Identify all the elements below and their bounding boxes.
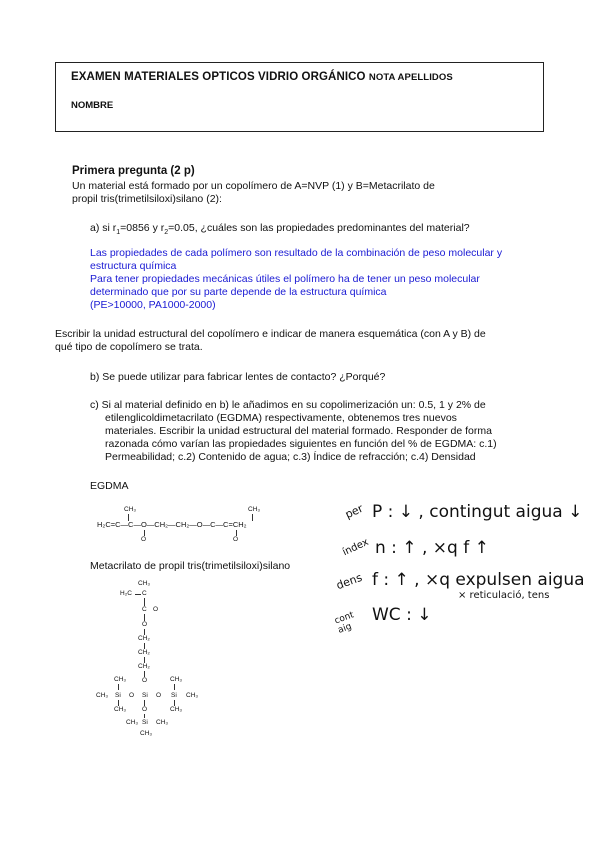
instruction-line1: Escribir la unidad estructural del copolímero e indicar de manera esquemática (con A y B) de xyxy=(55,328,486,340)
hw-margin-dens: dens xyxy=(334,570,364,593)
exam-title xyxy=(71,71,453,83)
m-c2: C xyxy=(142,606,147,613)
m-ch3-d: CH₃ xyxy=(186,692,199,699)
m-ch3-e: CH₃ xyxy=(114,706,127,713)
hw-line-3b: × reticulació, tens xyxy=(458,590,550,601)
m-ch3-g: CH₃ xyxy=(126,719,139,726)
question-intro-line1: Un material está formado por un copolímero de A=NVP (1) y B=Metacrilato de xyxy=(72,180,435,192)
part-c-line2: etilenglicoldimetacrilato (EGDMA) respectivamente, obtenemos tres nuevos xyxy=(105,412,457,424)
egdma-ch3-right: CH₃ xyxy=(248,506,261,513)
egdma-o-right: O xyxy=(233,536,239,543)
egdma-formula: H₂C=C—C—O—CH₂—CH₂—O—C—C=CH₂ xyxy=(97,520,247,529)
m-bond-1 xyxy=(135,594,141,595)
m-si-4: Si xyxy=(142,719,148,726)
part-c-line5: Permeabilidad; c.2) Contenido de agua; c.3) Índice de refracción; c.4) Densidad xyxy=(105,451,476,463)
m-ch3-c: CH₃ xyxy=(96,692,109,699)
answer-a-line2: estructura química xyxy=(90,260,177,272)
m-ch2-2: CH₂ xyxy=(138,649,150,656)
metacrilato-label: Metacrilato de propil tris(trimetilsiloxi)silano xyxy=(90,560,291,572)
m-o-1: O xyxy=(142,677,148,684)
part-a-r1: =0856 y r xyxy=(120,222,165,234)
m-h2c: H₂C xyxy=(120,590,132,597)
hw-line-4: WC : ↓ xyxy=(372,605,432,625)
m-o-3: O xyxy=(156,692,162,699)
m-ch3-f: CH₃ xyxy=(170,706,183,713)
egdma-structure xyxy=(95,500,285,550)
m-o-2: O xyxy=(129,692,135,699)
hw-margin-per: per xyxy=(343,501,366,522)
m-c1: C xyxy=(142,590,147,597)
r1-sub: 1 xyxy=(116,229,121,237)
instruction-line2: qué tipo de copolímero se trata. xyxy=(55,341,203,353)
hw-line-1: P : ↓ , contingut aigua ↓ xyxy=(372,502,583,522)
part-c-line4: razonada cómo varían las propiedades siguientes en función del % de EGDMA: c.1) xyxy=(105,438,497,450)
metacrilato-structure xyxy=(90,578,210,738)
part-c-line3: materiales. Escribir la unidad estructural del material formado. Responder de forma xyxy=(105,425,492,437)
m-si-3: Si xyxy=(171,692,177,699)
nota-apellidos-label: NOTA APELLIDOS xyxy=(368,72,453,83)
m-ch3-i: CH₃ xyxy=(140,730,153,737)
r2-sub: 2 xyxy=(164,229,169,237)
egdma-bond-right xyxy=(252,514,253,521)
answer-a-line5: (PE>10000, PA1000-2000) xyxy=(90,299,216,311)
answer-a-line1: Las propiedades de cada polímero son resultado de la combinación de peso molecular y xyxy=(90,247,503,259)
nombre-label: NOMBRE xyxy=(71,100,114,111)
exam-title-text: EXAMEN MATERIALES OPTICOS VIDRIO ORGÁNICO xyxy=(71,71,366,83)
m-ch2-1: CH₂ xyxy=(138,635,150,642)
m-ch3-a: CH₃ xyxy=(114,676,127,683)
m-bond-9 xyxy=(174,684,175,690)
part-a-prefix: a) si r xyxy=(90,222,117,234)
m-ch3-top: CH₃ xyxy=(138,580,151,587)
part-a xyxy=(90,222,470,239)
m-bond-2 xyxy=(144,598,145,606)
answer-a-line3: Para tener propiedades mecánicas útiles el polímero ha de tener un peso molecular xyxy=(90,273,480,285)
hw-margin-cont: cont aig xyxy=(333,610,356,636)
part-a-suffix: =0.05, ¿cuáles son las propiedades predominantes del material? xyxy=(168,222,470,234)
m-ch2-3: CH₂ xyxy=(138,663,150,670)
hw-line-2: n : ↑ , ×q f ↑ xyxy=(375,538,489,558)
m-si-2: Si xyxy=(142,692,148,699)
m-o-carbonyl: O xyxy=(153,606,159,613)
hw-margin-index: índex xyxy=(340,536,371,559)
m-bond-3 xyxy=(144,614,145,621)
m-o-4: O xyxy=(142,706,148,713)
m-bond-13 xyxy=(144,714,145,718)
m-bond-8 xyxy=(118,684,119,690)
question-title: Primera pregunta (2 p) xyxy=(72,165,195,177)
m-si-1: Si xyxy=(115,692,121,699)
egdma-ch3-left: CH₃ xyxy=(124,506,137,513)
question-intro-line2: propil tris(trimetilsiloxi)silano (2): xyxy=(72,193,222,205)
answer-a-line4: determinado que por su parte depende de la estructura química xyxy=(90,286,387,298)
m-o-ester: O xyxy=(142,621,148,628)
hw-line-3: f : ↑ , ×q expulsen aigua xyxy=(372,570,585,590)
egdma-o-left: O xyxy=(141,536,147,543)
part-c-line1: c) Si al material definido en b) le añadimos en su copolimerización un: 0.5, 1 y 2% de xyxy=(90,399,486,411)
part-b: b) Se puede utilizar para fabricar lentes de contacto? ¿Porqué? xyxy=(90,371,386,383)
m-ch3-b: CH₃ xyxy=(170,676,183,683)
egdma-label: EGDMA xyxy=(90,480,129,492)
m-ch3-h: CH₃ xyxy=(156,719,169,726)
